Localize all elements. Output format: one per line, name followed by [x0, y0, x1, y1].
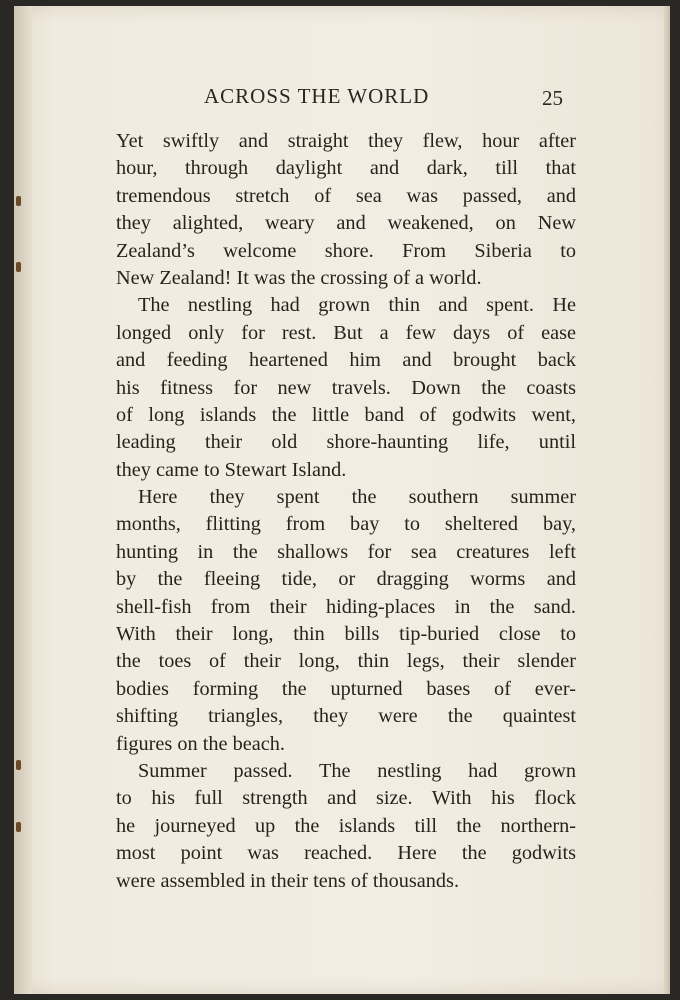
text-line: Zealand’s welcome shore. From Siberia to [116, 239, 576, 262]
text-line: Here they spent the southern summer [138, 486, 576, 509]
text-line: months, flitting from bay to sheltered bay, [116, 513, 576, 536]
text-line: longed only for rest. But a few days of ease [116, 321, 576, 344]
binding-stitch [16, 196, 21, 206]
book-page [14, 6, 670, 994]
text-line: most point was reached. Here the godwits [116, 842, 576, 865]
text-line: Yet swiftly and straight they flew, hour after [116, 130, 576, 152]
paragraph [116, 292, 576, 484]
text-line: shell-fish from their hiding-places in the sand. [116, 595, 576, 618]
text-line: Summer passed. The nestling had grown [138, 759, 576, 782]
paragraph [116, 758, 576, 895]
binding-stitch [16, 822, 21, 832]
text-line: and feeding heartened him and brought back [116, 349, 576, 372]
text-line: of long islands the little band of godwits went, [116, 403, 576, 426]
text-line: they came to Stewart Island. [116, 458, 347, 481]
text-line: figures on the beach. [116, 732, 285, 755]
text-line: With their long, thin bills tip-buried close to [116, 623, 576, 646]
binding-stitch [16, 262, 21, 272]
body-text [116, 128, 576, 895]
paragraph [116, 484, 576, 758]
text-line: The nestling had grown thin and spent. He [138, 294, 576, 317]
text-line: by the fleeing tide, or dragging worms and [116, 568, 576, 591]
text-line: leading their old shore-haunting life, until [116, 431, 576, 454]
text-line: hunting in the shallows for sea creatures left [116, 540, 576, 563]
text-line: New Zealand! It was the crossing of a world. [116, 266, 482, 289]
page-gutter [14, 6, 32, 994]
text-line: the toes of their long, thin legs, their slender [116, 650, 576, 673]
running-head [14, 84, 670, 114]
page-number: 25 [542, 86, 563, 110]
text-line: they alighted, weary and weakened, on New [116, 212, 576, 235]
text-line: shifting triangles, they were the quaintest [116, 705, 576, 728]
text-line: his fitness for new travels. Down the coasts [116, 376, 576, 399]
text-line: tremendous stretch of sea was passed, and [116, 184, 576, 207]
text-line: were assembled in their tens of thousands. [116, 869, 460, 892]
text-line: bodies forming the upturned bases of ever- [116, 677, 576, 700]
binding-stitch [16, 760, 21, 770]
running-head-title: ACROSS THE WORLD [204, 84, 430, 108]
text-line: he journeyed up the islands till the northern- [116, 814, 576, 837]
text-line: to his full strength and size. With his flock [116, 787, 576, 810]
text-line: hour, through daylight and dark, till that [116, 157, 576, 180]
paragraph [116, 128, 576, 292]
page-edge [664, 6, 670, 994]
